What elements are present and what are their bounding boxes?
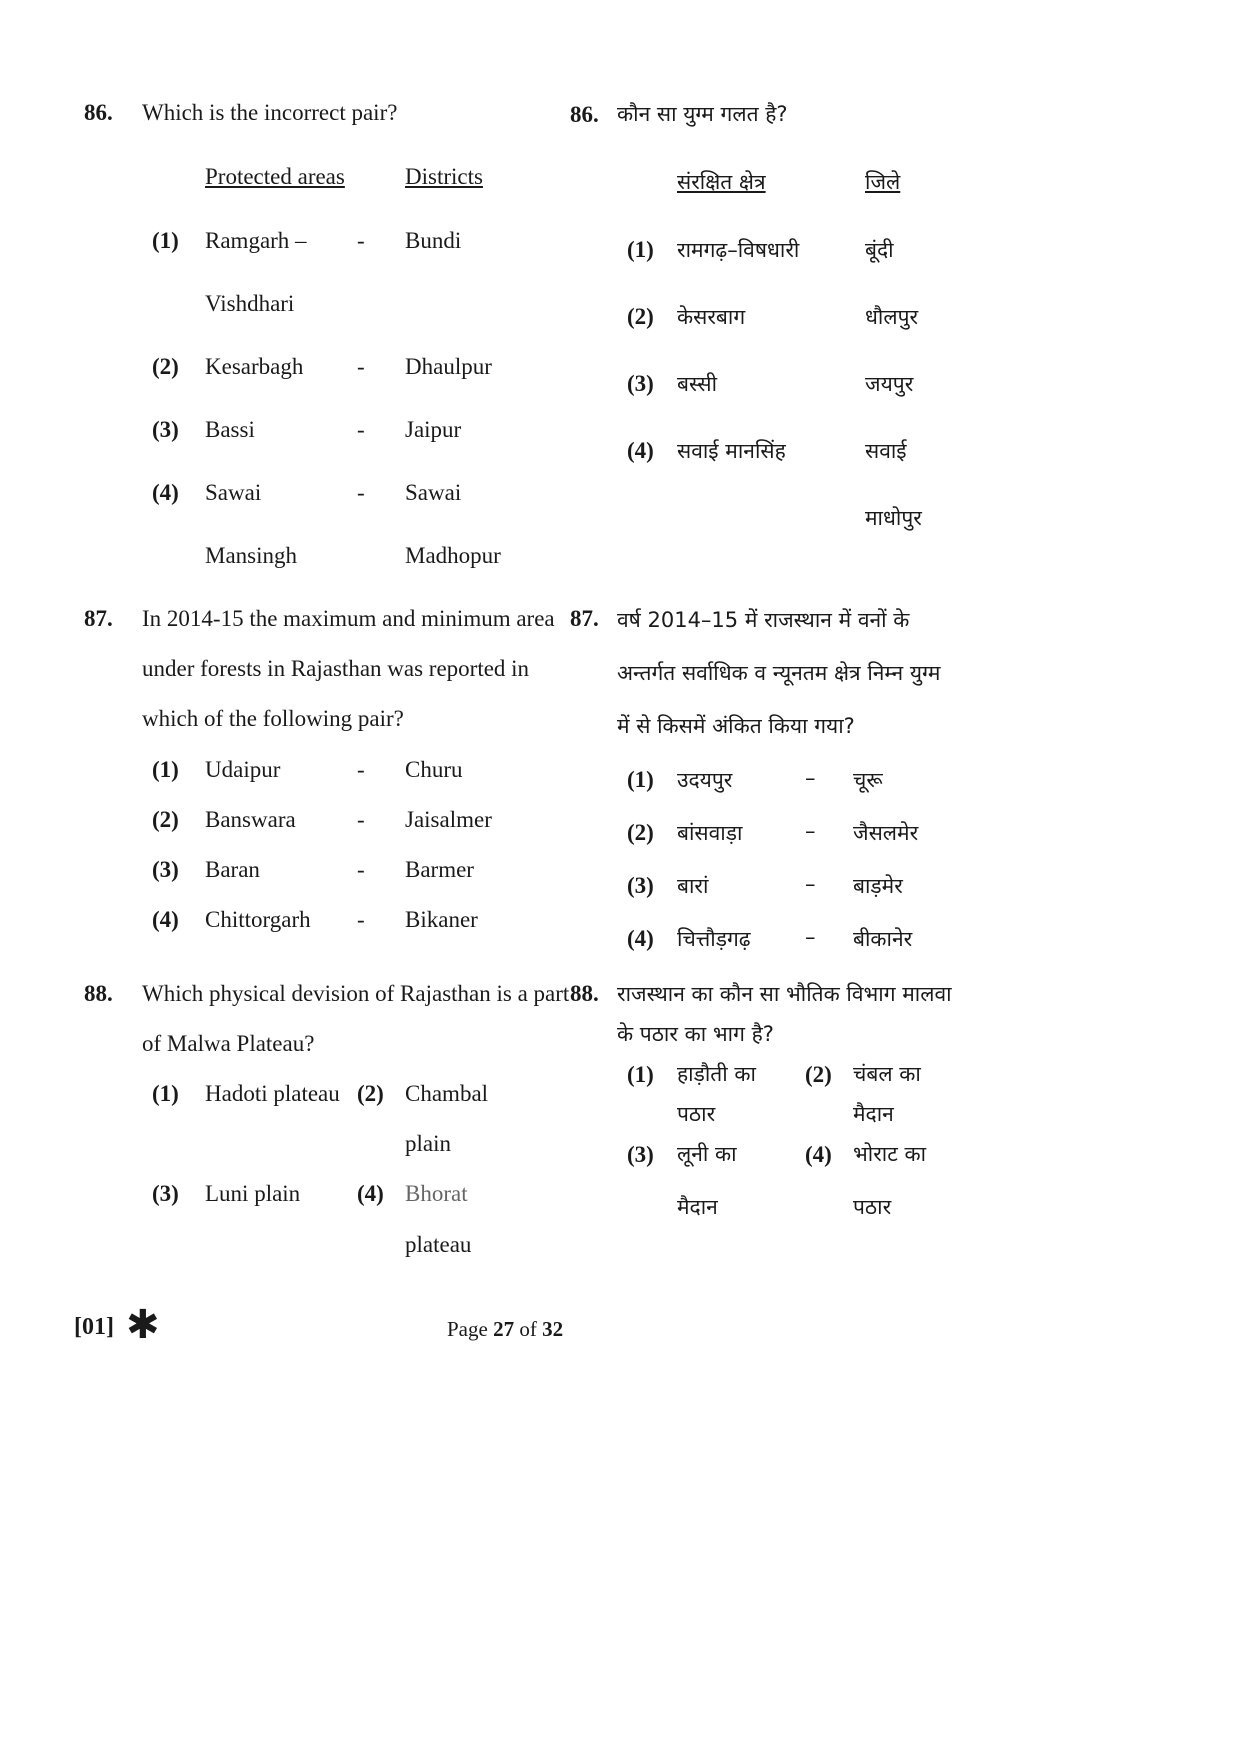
option-number: (4) <box>627 438 654 463</box>
option-separator: – <box>805 766 816 790</box>
question-text: कौन सा युग्म गलत है? <box>617 102 788 126</box>
page-prefix: Page <box>447 1317 488 1341</box>
option-separator: - <box>357 354 365 379</box>
option-number: (2) <box>152 807 179 832</box>
option-district-b: Jaisalmer <box>405 807 492 832</box>
option-text: Luni plain <box>205 1181 301 1206</box>
question-text-line: under forests in Rajasthan was reported in <box>142 656 530 681</box>
option-text: Hadoti plateau <box>205 1081 340 1106</box>
option-text-cont: मैदान <box>677 1195 718 1219</box>
column-header-protected-areas: संरक्षित क्षेत्र <box>677 170 766 194</box>
option-district: Jaipur <box>405 417 462 442</box>
option-district-a: बारां <box>677 874 709 898</box>
option-district-a: चित्तौड़गढ़ <box>677 927 751 951</box>
option-number: (3) <box>152 1181 179 1206</box>
option-separator: - <box>357 417 365 442</box>
option-area: रामगढ़–विषधारी <box>677 238 800 262</box>
option-district-b: Barmer <box>405 857 474 882</box>
option-area-cont: Mansingh <box>205 543 297 568</box>
option-number: (4) <box>627 926 654 951</box>
option-number: (4) <box>357 1181 384 1206</box>
option-district: Sawai <box>405 480 462 505</box>
question-text-line: के पठार का भाग है? <box>617 1022 774 1046</box>
option-text-cont: पठार <box>677 1102 716 1126</box>
option-area: Kesarbagh <box>205 354 304 379</box>
option-area: केसरबाग <box>677 305 746 329</box>
option-separator: - <box>357 807 365 832</box>
paper-code: [01] <box>74 1314 114 1340</box>
star-icon: ✱ <box>126 1302 160 1348</box>
option-district-a: बांसवाड़ा <box>677 821 743 845</box>
option-number: (3) <box>152 417 179 442</box>
option-text-cont: plateau <box>405 1232 472 1257</box>
option-text-cont: plain <box>405 1131 451 1156</box>
option-number: (4) <box>152 907 179 932</box>
question-number: 88. <box>84 981 113 1006</box>
option-text-cont: पठार <box>853 1195 892 1219</box>
option-number: (2) <box>627 820 654 845</box>
option-district: धौलपुर <box>865 305 919 329</box>
option-separator: - <box>357 907 365 932</box>
question-text-line: which of the following pair? <box>142 706 404 731</box>
option-district-b: Bikaner <box>405 907 478 932</box>
option-separator: - <box>357 757 365 782</box>
option-number: (3) <box>152 857 179 882</box>
option-area-cont: Vishdhari <box>205 291 295 316</box>
page-indicator <box>447 1317 563 1342</box>
question-number: 86. <box>84 100 113 125</box>
option-separator: – <box>805 925 816 949</box>
option-district-a: Baran <box>205 857 260 882</box>
option-text: Chambal <box>405 1081 489 1106</box>
option-district-cont: माधोपुर <box>865 506 922 530</box>
option-district: Dhaulpur <box>405 354 492 379</box>
question-number: 86. <box>570 102 599 127</box>
question-text-line: राजस्थान का कौन सा भौतिक विभाग मालवा <box>617 982 952 1006</box>
option-district-b: Churu <box>405 757 463 782</box>
option-number: (1) <box>152 1081 179 1106</box>
option-separator: - <box>357 228 365 253</box>
option-district-b: बाड़मेर <box>853 874 903 898</box>
option-district-cont: Madhopur <box>405 543 501 568</box>
option-number: (1) <box>627 237 654 262</box>
option-separator: - <box>357 857 365 882</box>
question-number: 87. <box>570 606 599 631</box>
page-total: 32 <box>542 1317 564 1341</box>
option-area: बस्सी <box>677 372 718 396</box>
question-text: Which is the incorrect pair? <box>142 100 398 125</box>
option-text-cont: मैदान <box>853 1102 894 1126</box>
option-separator: - <box>357 480 365 505</box>
option-number: (3) <box>627 873 654 898</box>
option-district-a: Udaipur <box>205 757 281 782</box>
option-number: (1) <box>152 757 179 782</box>
option-district: Bundi <box>405 228 462 253</box>
option-text: Bhorat <box>405 1181 468 1206</box>
column-header-protected-areas: Protected areas <box>205 164 345 189</box>
column-header-districts: जिले <box>865 170 901 194</box>
option-district-a: उदयपुर <box>677 768 733 792</box>
option-number: (2) <box>627 304 654 329</box>
option-district: सवाई <box>865 439 907 463</box>
column-header-districts: Districts <box>405 164 483 189</box>
option-text: लूनी का <box>677 1142 737 1166</box>
option-text: हाड़ौती का <box>677 1062 756 1086</box>
option-number: (4) <box>805 1142 832 1167</box>
question-text-line: In 2014-15 the maximum and minimum area <box>142 606 555 631</box>
option-district-a: Banswara <box>205 807 296 832</box>
option-number: (3) <box>627 1142 654 1167</box>
question-number: 87. <box>84 606 113 631</box>
option-district-a: Chittorgarh <box>205 907 311 932</box>
option-number: (2) <box>357 1081 384 1106</box>
question-text-line: Which physical devision of Rajasthan is a part <box>142 981 570 1006</box>
option-number: (1) <box>152 228 179 253</box>
option-separator: – <box>805 872 816 896</box>
option-number: (3) <box>627 371 654 396</box>
option-area: Sawai <box>205 480 262 505</box>
option-text: चंबल का <box>853 1062 921 1086</box>
question-text-line: अन्तर्गत सर्वाधिक व न्यूनतम क्षेत्र निम्न युग्म <box>617 661 941 685</box>
option-number: (1) <box>627 767 654 792</box>
option-separator: – <box>805 819 816 843</box>
option-district: जयपुर <box>865 372 914 396</box>
option-area: Ramgarh – <box>205 228 307 253</box>
option-number: (2) <box>152 354 179 379</box>
option-number: (2) <box>805 1062 832 1087</box>
page-current: 27 <box>493 1317 515 1341</box>
page-of: of <box>519 1317 537 1341</box>
option-district-b: जैसलमेर <box>853 821 919 845</box>
option-area: Bassi <box>205 417 255 442</box>
option-district-b: बीकानेर <box>853 927 913 951</box>
question-text-line: of Malwa Plateau? <box>142 1031 315 1056</box>
question-text-line: वर्ष 2014–15 में राजस्थान में वनों के <box>617 608 910 632</box>
question-text-line: में से किसमें अंकित किया गया? <box>617 714 855 738</box>
option-number: (4) <box>152 480 179 505</box>
question-number: 88. <box>570 981 599 1006</box>
option-number: (1) <box>627 1062 654 1087</box>
option-district: बूंदी <box>865 238 894 262</box>
option-district-b: चूरू <box>853 768 883 792</box>
option-area: सवाई मानसिंह <box>677 439 786 463</box>
option-text: भोराट का <box>853 1142 927 1166</box>
